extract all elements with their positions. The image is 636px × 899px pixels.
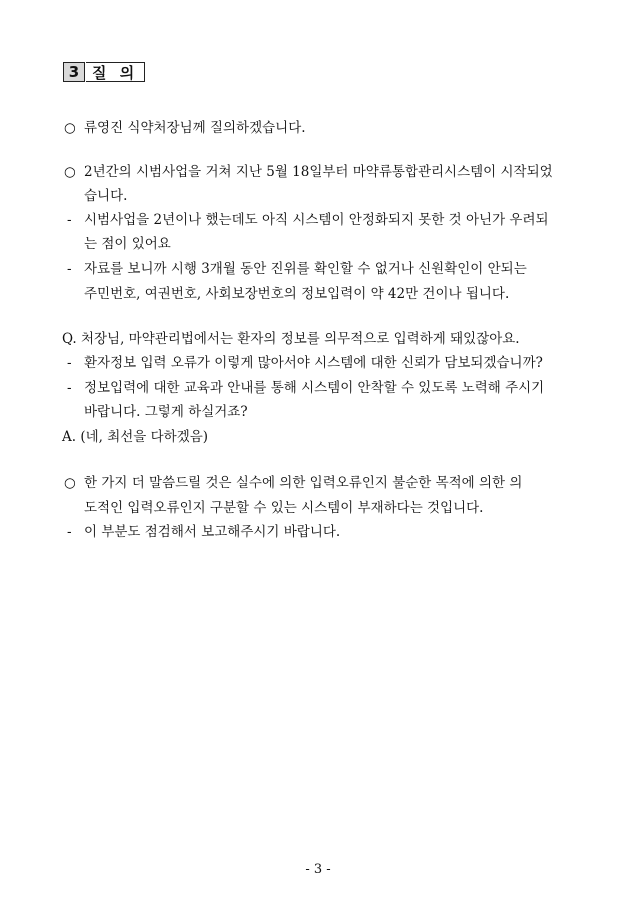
paragraph-2-detail-1-line-1: 시범사업을 2년이나 했는데도 아직 시스템이 안정화되지 못한 것 아닌가 우려되 [84,212,549,228]
paragraph-2-line-1: 2년간의 시범사업을 거쳐 지난 5월 18일부터 마약류통합관리시스템이 시작되었 [84,164,553,180]
paragraph-1-line-1: 류영진 식약처장님께 질의하겠습니다. [84,120,306,136]
circle-bullet: ○ [64,164,76,180]
circle-bullet: ○ [64,475,76,491]
paragraph-2-line-2: 습니다. [84,188,128,204]
paragraph-3-line-1: 한 가지 더 말씀드릴 것은 실수에 의한 입력오류인지 불순한 목적에 의한 의 [84,475,523,491]
paragraph-3-detail-1-line-1: 이 부분도 점검해서 보고해주시기 바랍니다. [84,524,341,540]
dash-bullet: - [67,355,72,371]
dash-bullet: - [67,524,72,540]
answer-line-1: A. (네, 최선을 다하겠음) [62,429,209,445]
section-header [63,61,145,83]
circle-bullet: ○ [64,120,76,136]
question-detail-2-line-2: 바랍니다. 그렇게 하실거죠? [84,404,248,420]
question-detail-2-line-1: 정보입력에 대한 교육과 안내를 통해 시스템이 안착할 수 있도록 노력해 주시기 [84,380,545,396]
question-line-1: Q. 처장님, 마약관리법에서는 환자의 정보를 의무적으로 입력하게 돼있잖아요. [62,331,520,347]
section-number: 3 [63,62,85,82]
dash-bullet: - [67,380,72,396]
paragraph-3-line-2: 도적인 입력오류인지 구분할 수 있는 시스템이 부재하다는 것입니다. [84,500,484,516]
section-title: 질 의 [86,62,145,82]
dash-bullet: - [67,212,72,228]
paragraph-2-detail-2-line-2: 주민번호, 여권번호, 사회보장번호의 정보입력이 약 42만 건이나 됩니다. [84,286,510,302]
page-number: - 3 - [305,862,331,877]
question-detail-1-line-1: 환자정보 입력 오류가 이렇게 많아서야 시스템에 대한 신뢰가 담보되겠습니까? [84,355,543,371]
dash-bullet: - [67,261,72,277]
paragraph-2-detail-2-line-1: 자료를 보니까 시행 3개월 동안 진위를 확인할 수 없거나 신원확인이 안되는 [84,261,527,277]
paragraph-2-detail-1-line-2: 는 점이 있어요 [84,236,171,252]
